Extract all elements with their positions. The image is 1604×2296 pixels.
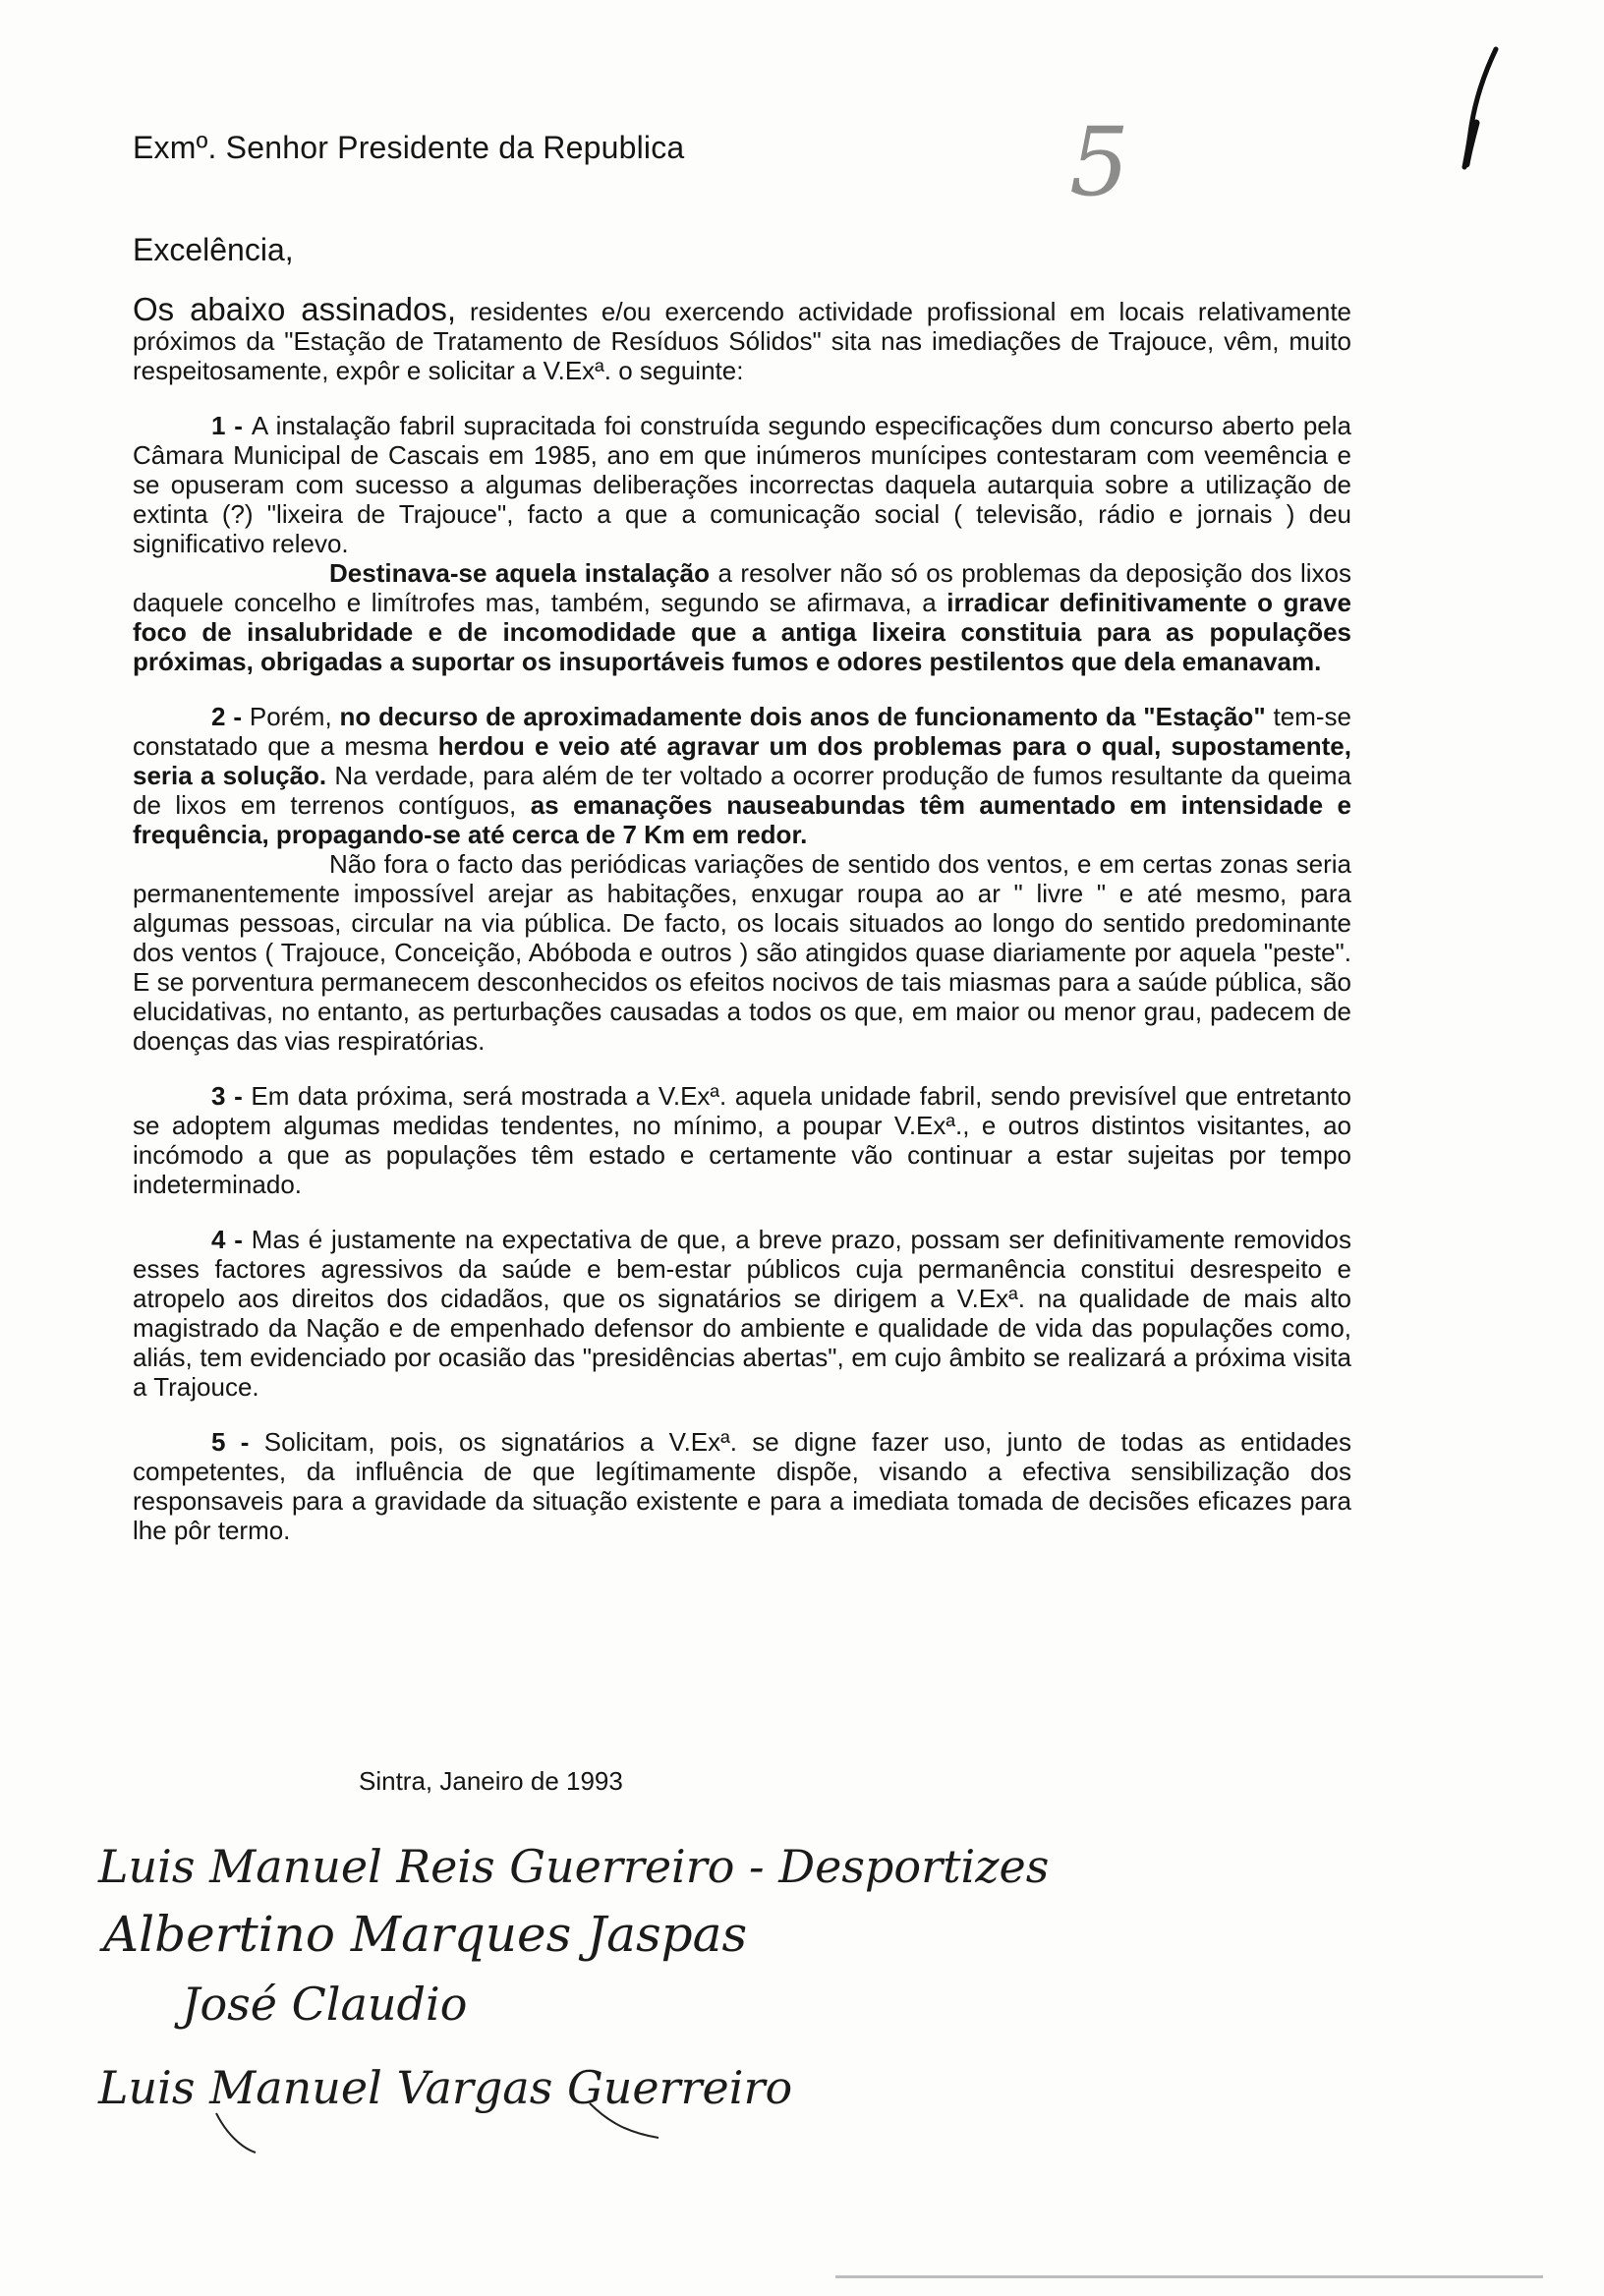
item-4-paragraph bbox=[133, 1225, 1351, 1402]
handwritten-stroke-mark bbox=[1445, 44, 1514, 172]
place-date: Sintra, Janeiro de 1993 bbox=[359, 1766, 623, 1796]
item-4-number: 4 - bbox=[211, 1225, 252, 1254]
item-2-text-e: Na verdade, para além de ter voltado a ocorrer produção de fumos resultante da queima de lixos em terrenos contíguos, bbox=[133, 761, 1351, 820]
item-2-text-c: tem-se constatado que a mesma bbox=[133, 702, 1351, 761]
item-2-text-2: Não fora o facto das periódicas variações de sentido dos ventos, e em certas zonas seria permanentemente impossível arejar as habitações, enxugar roupa ao ar " livre " e até mesmo, para algumas pessoas, circular na via pública. De facto, os locais situados ao longo do sentido predominante dos ventos ( Trajouce, Conceição, Abóboda e outros ) são atingidos quase diariamente por aquela "peste". E se porventura permanecem desconhecidos os efeitos nocivos de tais miasmas para a saúde pública, são elucidativas, no entanto, as perturbações causadas a todos os que, em maior ou menor grau, padecem de doenças das vias respiratórias. bbox=[133, 849, 1351, 1056]
item-2-number: 2 - bbox=[211, 702, 250, 731]
item-2-text-b: no decurso de aproximadamente dois anos de funcionamento da "Estação" bbox=[339, 702, 1266, 731]
item-1-paragraph-2 bbox=[133, 558, 1351, 676]
item-1-normal: a resolver não só os problemas da deposição dos lixos daquele concelho e limítrofes mas, também, segundo se afirmava, a bbox=[133, 558, 1352, 617]
letter-body bbox=[133, 291, 1352, 1545]
item-3-text: Em data próxima, será mostrada a V.Exª. aquela unidade fabril, sendo previsível que entretanto se adoptem algumas medidas tendentes, no mínimo, a poupar V.Exª., e outros distintos visitantes, ao incómodo a que as populações têm estado e certamente vão continuar a estar sujeitas por tempo indeterminado. bbox=[133, 1081, 1351, 1199]
handwritten-page-number bbox=[1052, 108, 1160, 216]
item-3-number: 3 - bbox=[211, 1081, 252, 1111]
item-1-text: A instalação fabril supracitada foi construída segundo especificações dum concurso aberto pela Câmara Municipal de Cascais em 1985, ano em que inúmeros munícipes contestaram com veemência e se opuseram com sucesso a algumas deliberações incorrectas daquela autarquia sobre a utilização de extinta (?) "lixeira de Trajouce", facto a que a comunicação social ( televisão, rádio e jornais ) deu significativo relevo. bbox=[133, 411, 1351, 558]
item-1-paragraph bbox=[133, 411, 1351, 558]
signature-1: Luis Manuel Reis Guerreiro - Desportizes bbox=[98, 1840, 1050, 1893]
item-4-text: Mas é justamente na expectativa de que, a breve prazo, possam ser definitivamente removidos esses factores agressivos da saúde e bem-estar públicos cuja permanência constitui desrespeito e atropelo aos direitos dos cidadãos, que os signatários se dirigem a V.Exª. na qualidade de mais alto magistrado da Nação e de empenhado defensor do ambiente e qualidade de vida das populações como, aliás, tem evidenciado por ocasião das "presidências abertas", em cujo âmbito se realizará a próxima visita a Trajouce. bbox=[133, 1225, 1351, 1402]
bottom-edge-line bbox=[835, 2275, 1543, 2278]
salutation: Exmº. Senhor Presidente da Republica bbox=[133, 130, 685, 165]
signature-block bbox=[59, 1808, 1376, 2162]
signature-4: Luis Manuel Vargas Guerreiro bbox=[98, 2061, 793, 2114]
intro-lead: Os abaixo assinados, bbox=[133, 291, 457, 327]
page-number-text: 5 bbox=[1069, 108, 1130, 216]
item-2-text-d: herdou e veio até agravar um dos problemas para o qual, supostamente, seria a solução. bbox=[133, 731, 1351, 790]
item-3-paragraph bbox=[133, 1081, 1351, 1199]
greeting: Excelência, bbox=[133, 232, 294, 267]
item-1-bold-start: Destinava-se aquela instalação bbox=[329, 558, 710, 588]
item-1-bold-end: irradicar definitivamente o grave foco de insalubridade e de incomodidade que a antiga lixeira constituia para as populações próximas, obrigadas a suportar os insuportáveis fumos e odores pestilentos que dela emanavam. bbox=[133, 588, 1351, 676]
item-2-text-f: as emanações nauseabundas têm aumentado em intensidade e frequência, propagando-se até cerca de 7 Km em redor. bbox=[133, 790, 1351, 849]
item-2-paragraph-2 bbox=[133, 849, 1351, 1056]
item-5-text: Solicitam, pois, os signatários a V.Exª. se digne fazer uso, junto de todas as entidades competentes, da influência de que legítimamente dispõe, visando a efectiva sensibilização dos responsaveis para a gravidade da situação existente e para a imediata tomada de decisões eficazes para lhe pôr termo. bbox=[133, 1427, 1351, 1545]
signature-flourish bbox=[216, 2113, 256, 2152]
intro-paragraph bbox=[133, 291, 1352, 385]
signature-2: Albertino Marques Jaspas bbox=[103, 1906, 748, 1963]
item-2-text-a: Porém, bbox=[249, 702, 340, 731]
item-1-number: 1 - bbox=[211, 411, 252, 440]
item-2-paragraph bbox=[133, 702, 1351, 849]
item-5-paragraph bbox=[133, 1427, 1351, 1545]
item-5-number: 5 - bbox=[211, 1427, 264, 1457]
signature-3: José Claudio bbox=[182, 1978, 468, 2031]
intro-rest: residentes e/ou exercendo actividade profissional em locais relativamente próximos da "Estação de Tratamento de Resíduos Sólidos" sita nas imediações de Trajouce, vêm, muito respeitosamente, expôr e solicitar a V.Exª. o seguinte: bbox=[133, 297, 1352, 385]
